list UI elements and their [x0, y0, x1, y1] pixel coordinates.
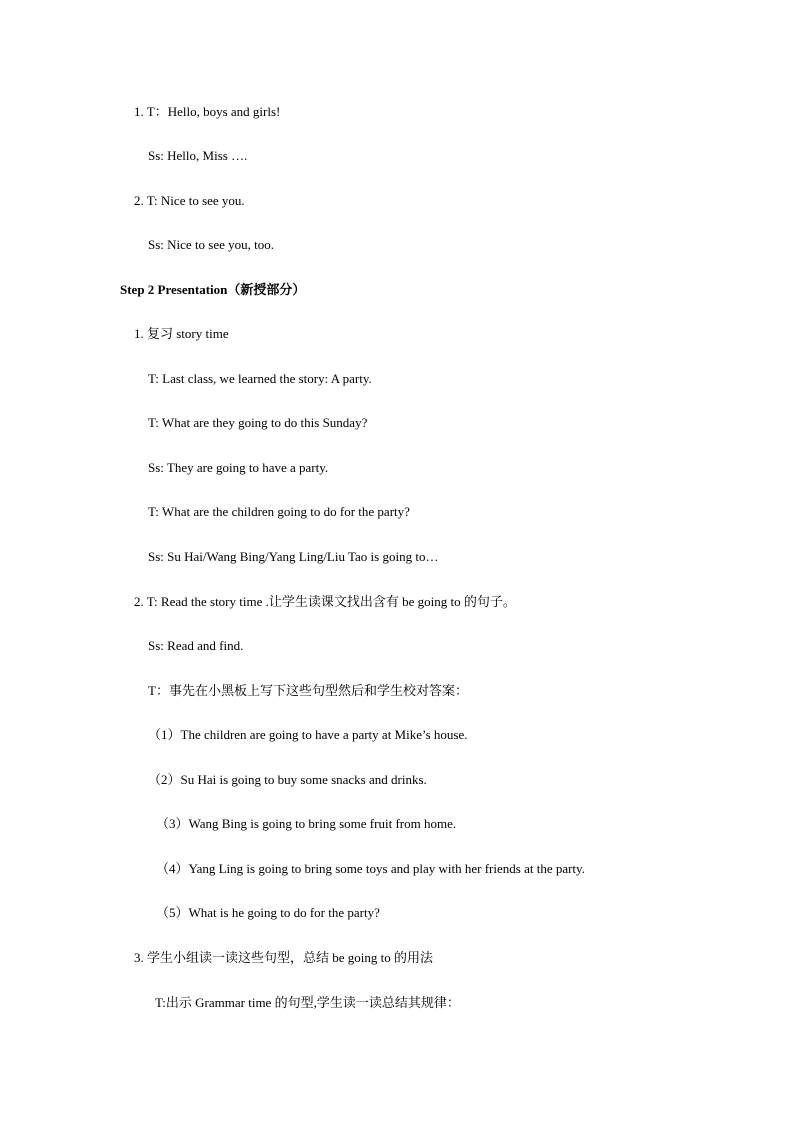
dialogue-line: 2. T: Nice to see you.	[134, 193, 245, 208]
list-item: 1. 复习 story time	[134, 326, 229, 341]
dialogue-line: Ss: Read and find.	[148, 638, 244, 653]
dialogue-line: 1. T：Hello, boys and girls!	[134, 104, 281, 119]
dialogue-line: Ss: They are going to have a party.	[148, 460, 329, 475]
dialogue-line: T: Last class, we learned the story: A party.	[148, 371, 372, 386]
dialogue-line: T:出示 Grammar time 的句型,学生读一读总结其规律：	[155, 995, 460, 1010]
dialogue-line: T: What are they going to do this Sunday?	[148, 415, 368, 430]
sentence-item: （1）The children are going to have a party at Mike’s house.	[148, 727, 468, 742]
sentence-item: （3）Wang Bing is going to bring some fruit from home.	[156, 816, 457, 831]
dialogue-line: Ss: Su Hai/Wang Bing/Yang Ling/Liu Tao is going to…	[148, 549, 439, 564]
dialogue-line: T：事先在小黑板上写下这些句型然后和学生校对答案：	[148, 683, 468, 698]
dialogue-line: Ss: Hello, Miss ….	[148, 148, 248, 163]
sentence-item: （5）What is he going to do for the party?	[156, 905, 380, 920]
list-item: 3. 学生小组读一读这些句型，总结 be going to 的用法	[134, 950, 433, 965]
sentence-item: （4）Yang Ling is going to bring some toys and play with her friends at the party.	[156, 861, 585, 876]
section-heading: Step 2 Presentation（新授部分）	[120, 282, 306, 297]
list-item: 2. T: Read the story time .让学生读课文找出含有 be going to 的句子。	[134, 594, 516, 609]
sentence-item: （2）Su Hai is going to buy some snacks and drinks.	[148, 772, 427, 787]
dialogue-line: Ss: Nice to see you, too.	[148, 237, 275, 252]
dialogue-line: T: What are the children going to do for the party?	[148, 504, 410, 519]
